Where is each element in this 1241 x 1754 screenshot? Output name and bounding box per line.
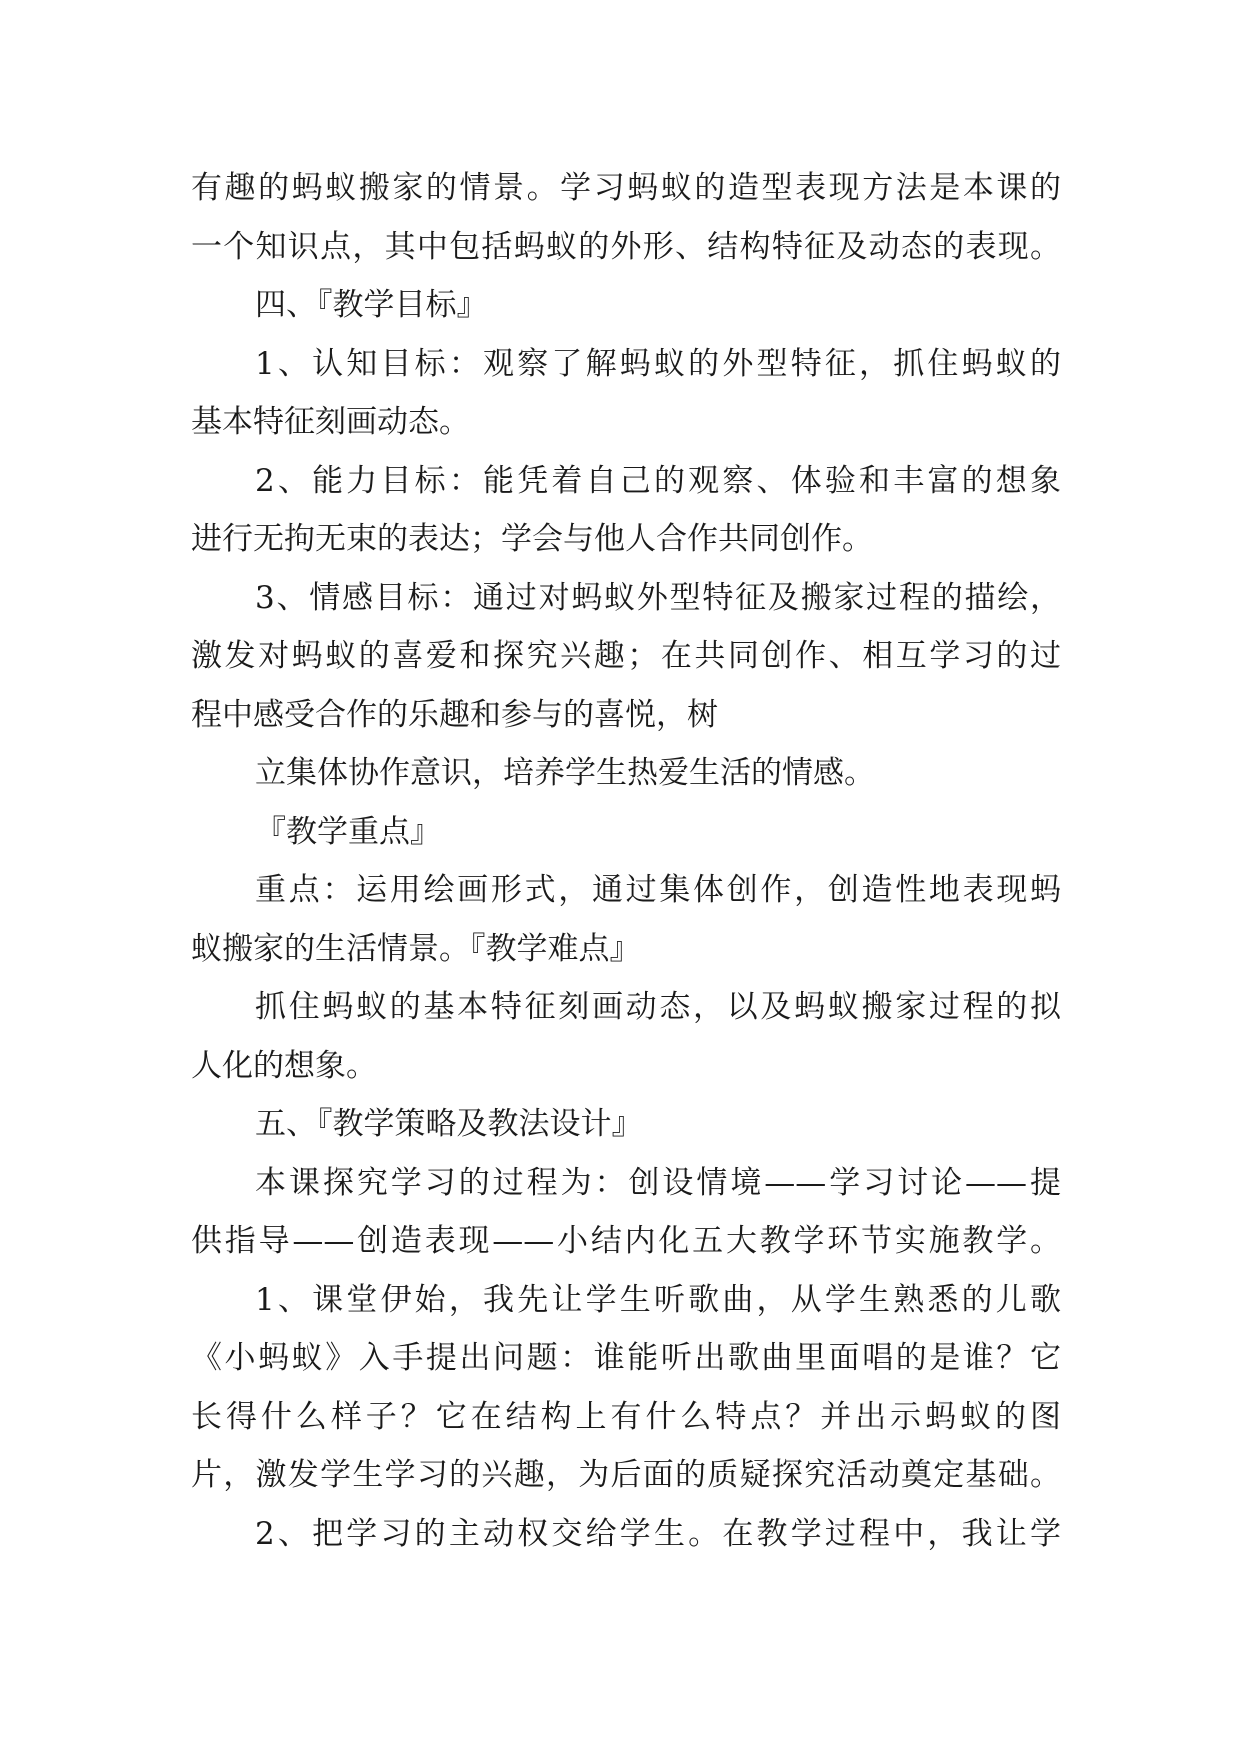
text-line: 进行无拘无束的表达；学会与他人合作共同创作。 [191,521,873,557]
text-line: 《小蚂蚁》入手提出问题：谁能听出歌曲里面唱的是谁？它 [191,1340,1061,1376]
text-line: 基本特征刻画动态。 [191,404,470,440]
text-line: 本课探究学习的过程为：创设情境——学习讨论——提 [255,1164,1061,1201]
document-body [191,159,1061,1563]
text-line: 激发对蚂蚁的喜爱和探究兴趣；在共同创作、相互学习的过 [191,638,1061,674]
text-line: 四、『教学目标』 [255,287,488,323]
text-line: 3、情感目标：通过对蚂蚁外型特征及搬家过程的描绘， [255,579,1061,616]
text-line: 重点：运用绘画形式，通过集体创作，创造性地表现蚂 [255,872,1061,908]
text-line: 1、认知目标：观察了解蚂蚁的外型特征，抓住蚂蚁的 [255,345,1061,382]
text-line: 片，激发学生学习的兴趣，为后面的质疑探究活动奠定基础。 [191,1457,1061,1493]
text-line: 有趣的蚂蚁搬家的情景。学习蚂蚁的造型表现方法是本课的 [191,170,1061,206]
text-line: 供指导——创造表现——小结内化五大教学环节实施教学。 [191,1223,1061,1259]
text-line: 立集体协作意识，培养学生热爱生活的情感。 [255,755,875,791]
text-line: 长得什么样子？它在结构上有什么特点？并出示蚂蚁的图 [191,1398,1061,1435]
text-line: 2、能力目标：能凭着自己的观察、体验和丰富的想象 [255,462,1061,499]
text-line: 2、把学习的主动权交给学生。在教学过程中，我让学 [255,1515,1061,1552]
text-line: 『教学重点』 [255,813,441,850]
text-line: 五、『教学策略及教法设计』 [255,1106,643,1142]
text-line: 一个知识点，其中包括蚂蚁的外形、结构特征及动态的表现。 [191,228,1061,265]
text-line: 抓住蚂蚁的基本特征刻画动态，以及蚂蚁搬家过程的拟 [255,989,1061,1025]
text-line: 1、课堂伊始，我先让学生听歌曲，从学生熟悉的儿歌 [255,1281,1061,1318]
text-line: 程中感受合作的乐趣和参与的喜悦，树 [191,696,718,733]
text-line: 蚁搬家的生活情景。『教学难点』 [191,930,641,967]
text-line: 人化的想象。 [191,1047,377,1084]
